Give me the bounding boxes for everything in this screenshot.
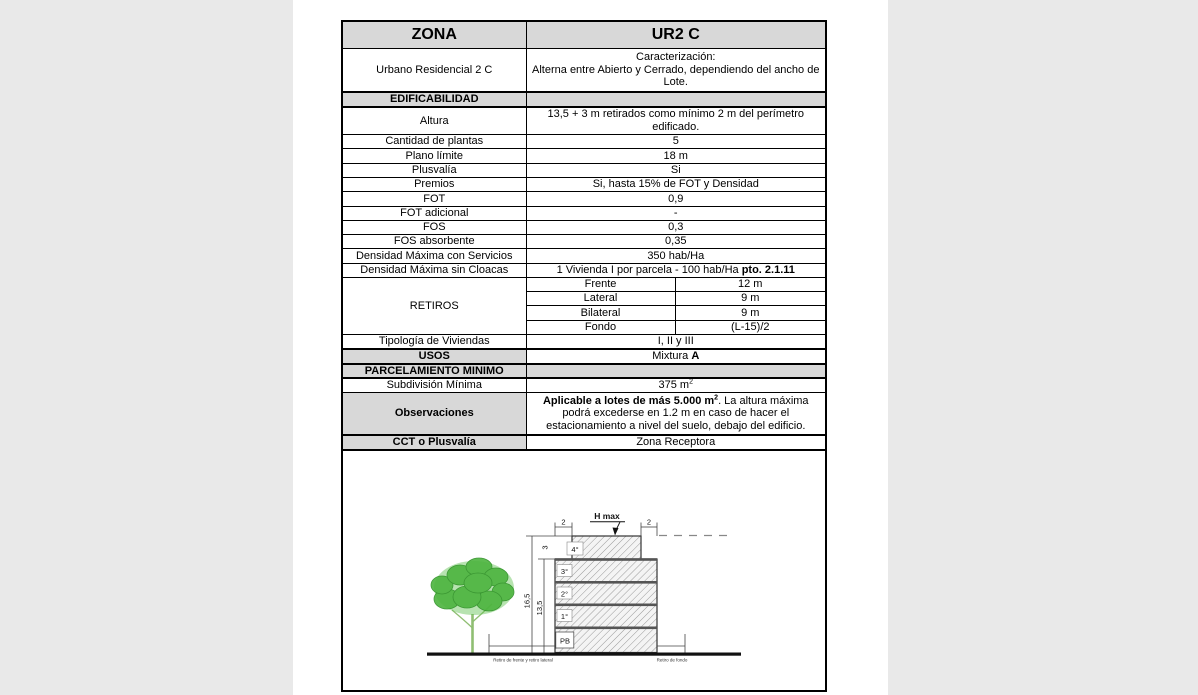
- slab-line: [555, 558, 657, 561]
- retiro-bilateral-name: Bilateral: [526, 306, 675, 321]
- cantidad-plantas-value: 5: [526, 135, 826, 149]
- fos-value: 0,3: [526, 221, 826, 235]
- top-floor-height-value: 3: [540, 544, 550, 550]
- floor-label-pb: PB: [559, 636, 571, 645]
- fot-row: [342, 192, 826, 207]
- h-max-label: H max: [594, 510, 620, 521]
- document-page: [293, 0, 888, 695]
- retiro-lateral-value: 9 m: [675, 292, 826, 306]
- densidad-cloacas-value: 1 Vivienda I por parcela - 100 hab/Ha pto. 2.1.11: [526, 264, 826, 278]
- slab-line: [555, 626, 657, 629]
- plusvalia-value: Si: [526, 164, 826, 178]
- fot-adicional-row: [342, 207, 826, 221]
- fot-adicional-label: FOT adicional: [342, 207, 526, 221]
- tipologia-row: [342, 335, 826, 349]
- floor-label-3: 3°: [560, 566, 569, 576]
- edificabilidad-empty-cell: [526, 92, 826, 107]
- cct-row: [342, 435, 826, 450]
- cct-label: CCT o Plusvalía: [342, 435, 526, 450]
- zone-name-cell: Urbano Residencial 2 C: [342, 49, 526, 92]
- subdivision-row: [342, 378, 826, 392]
- fot-value: 0,9: [526, 192, 826, 207]
- caracterizacion-title: Caracterización:: [636, 51, 716, 63]
- usos-label: USOS: [342, 349, 526, 364]
- fos-absorbente-row: [342, 235, 826, 249]
- tipologia-label: Tipología de Viviendas: [342, 335, 526, 349]
- cantidad-plantas-label: Cantidad de plantas: [342, 135, 526, 149]
- zone-code-cell: UR2 C: [526, 21, 826, 49]
- zone-name-row: [342, 49, 826, 92]
- fos-absorbente-value: 0,35: [526, 235, 826, 249]
- fos-row: [342, 221, 826, 235]
- densidad-cloacas-label: Densidad Máxima sin Cloacas: [342, 264, 526, 278]
- retiro-back-caption: Retiro de fondo: [656, 657, 688, 662]
- altura-label: Altura: [342, 107, 526, 135]
- premios-value: Si, hasta 15% de FOT y Densidad: [526, 178, 826, 192]
- observaciones-value: Aplicable a lotes de más 5.000 $m^2$. La altura máxima podrá excederse en 1.2 m en caso de hacer el estacionamiento a nivel del suelo, debajo del edificio.: [526, 392, 826, 435]
- retiro-frente-value: 12 m: [675, 278, 826, 292]
- retiros-row-frente: [342, 278, 826, 292]
- tipologia-value: I, II y III: [526, 335, 826, 349]
- retiro-fondo-name: Fondo: [526, 321, 675, 335]
- slab-line: [555, 581, 657, 584]
- slab-line: [555, 603, 657, 606]
- retiro-lateral-name: Lateral: [526, 292, 675, 306]
- caracterizacion-text: Alterna entre Abierto y Cerrado, dependiendo del ancho de Lote.: [532, 63, 820, 88]
- premios-label: Premios: [342, 178, 526, 192]
- usos-row: [342, 349, 826, 364]
- subdivision-value: 375 $m^2$: [526, 378, 826, 392]
- fot-adicional-value: -: [526, 207, 826, 221]
- observaciones-label: Observaciones: [342, 392, 526, 435]
- densidad-cloacas-row: [342, 264, 826, 278]
- densidad-servicios-row: [342, 249, 826, 264]
- densidad-servicios-label: Densidad Máxima con Servicios: [342, 249, 526, 264]
- total-height-value: 16,5: [522, 593, 532, 608]
- plano-limite-row: [342, 149, 826, 164]
- table-header-row: [342, 21, 826, 49]
- retiro-fondo-value: (L-15)/2: [675, 321, 826, 335]
- fot-label: FOT: [342, 192, 526, 207]
- zoning-table: [341, 20, 827, 692]
- parcelamiento-header-cell: PARCELAMIENTO MINIMO: [342, 364, 526, 379]
- h-max-arrow-icon: [613, 527, 619, 535]
- retiro-frente-name: Frente: [526, 278, 675, 292]
- edificabilidad-section-row: [342, 92, 826, 107]
- subdivision-label: Subdivisión Mínima: [342, 378, 526, 392]
- cct-value: Zona Receptora: [526, 435, 826, 450]
- zona-header-cell: ZONA: [342, 21, 526, 49]
- altura-row: [342, 107, 826, 135]
- retiro-bilateral-value: 9 m: [675, 306, 826, 321]
- floor-label-2: 2°: [560, 589, 569, 598]
- diagram-row: [342, 450, 826, 692]
- floor-label-1: 1°: [560, 611, 569, 621]
- ground-line: [427, 652, 741, 655]
- diagram-cell: [342, 450, 826, 692]
- floor-label-4: 4°: [571, 544, 579, 554]
- caracterizacion-cell: [526, 49, 826, 92]
- edificabilidad-header-cell: EDIFICABILIDAD: [342, 92, 526, 107]
- plano-limite-label: Plano límite: [342, 149, 526, 164]
- retiro-front-caption: Retiro de frente y retiro lateral: [493, 657, 553, 662]
- parcelamiento-section-row: [342, 364, 826, 379]
- setback-right-value: 2: [646, 517, 652, 526]
- building-section-diagram: [343, 451, 826, 687]
- altura-value: 13,5 + 3 m retirados como mínimo 2 m del perímetro edificado.: [526, 107, 826, 135]
- densidad-servicios-value: 350 hab/Ha: [526, 249, 826, 264]
- premios-row: [342, 178, 826, 192]
- retiros-label: RETIROS: [342, 278, 526, 335]
- tree-icon: [431, 558, 514, 654]
- observaciones-row: [342, 392, 826, 435]
- h-max-annotation: [590, 511, 625, 536]
- fos-label: FOS: [342, 221, 526, 235]
- body-height-value: 13,5: [535, 600, 544, 615]
- cantidad-plantas-row: [342, 135, 826, 149]
- usos-value: Mixtura A: [526, 349, 826, 364]
- setback-left-value: 2: [561, 517, 566, 526]
- plusvalia-row: [342, 164, 826, 178]
- fos-absorbente-label: FOS absorbente: [342, 235, 526, 249]
- parcelamiento-empty-cell: [526, 364, 826, 379]
- plusvalia-label: Plusvalía: [342, 164, 526, 178]
- plano-limite-value: 18 m: [526, 149, 826, 164]
